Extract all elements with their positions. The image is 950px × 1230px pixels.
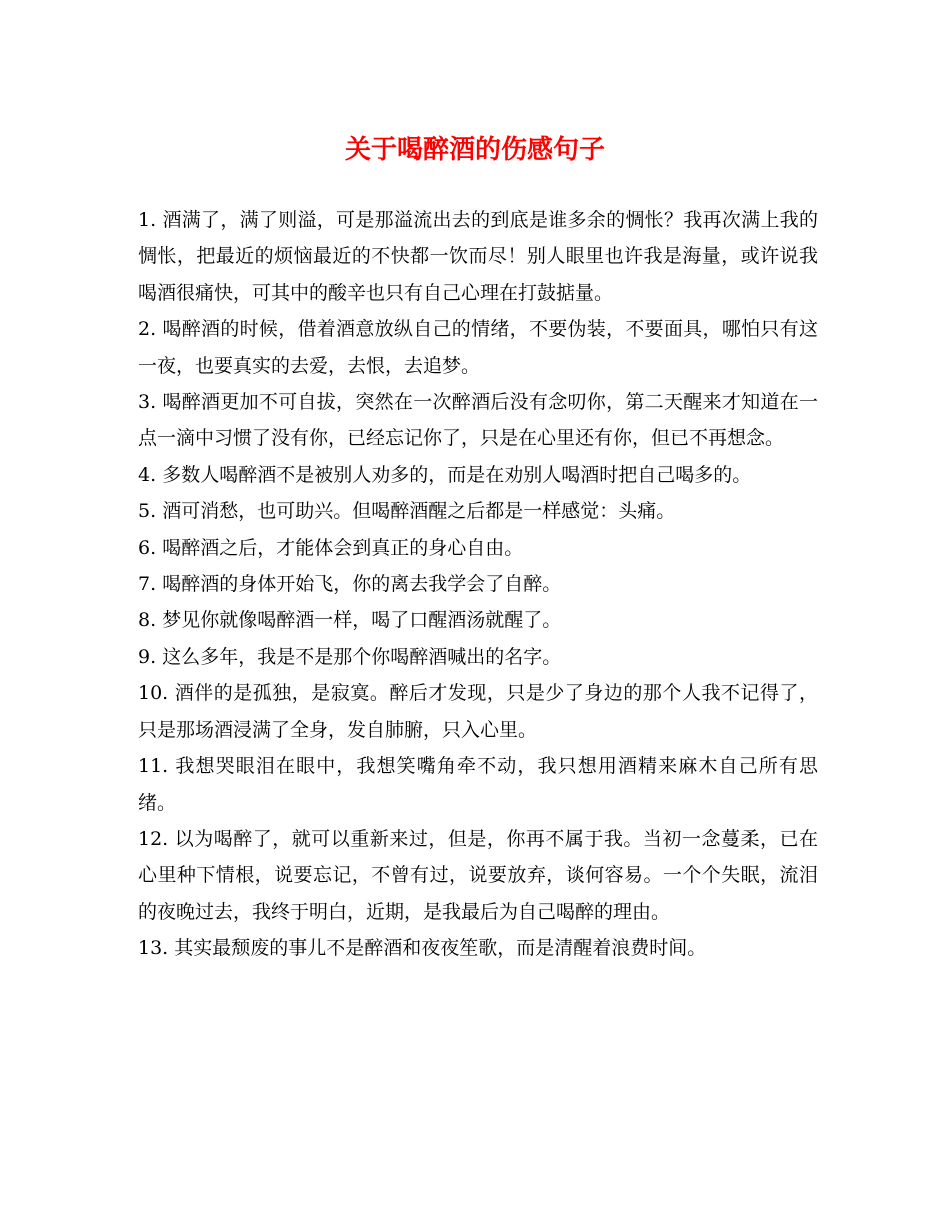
item-text: 酒可消愁，也可助兴。但喝醉酒醒之后都是一样感觉：头痛。: [162, 500, 676, 523]
item-text: 梦见你就像喝醉酒一样，喝了口醒酒汤就醒了。: [162, 609, 562, 632]
item-number: 4.: [138, 463, 157, 486]
list-item: [138, 602, 818, 638]
list-item: [138, 493, 818, 529]
item-number: 8.: [138, 609, 157, 632]
list-item: [138, 821, 818, 930]
item-number: 13.: [138, 937, 169, 960]
item-text: 多数人喝醉酒不是被别人劝多的，而是在劝别人喝酒时把自己喝多的。: [162, 463, 752, 486]
document-body: [138, 202, 818, 967]
list-item: [138, 311, 818, 384]
list-item: [138, 748, 818, 821]
document-title: 关于喝醉酒的伤感句子: [344, 135, 605, 165]
item-number: 5.: [138, 500, 157, 523]
list-item: [138, 675, 818, 748]
item-text: 喝醉酒的身体开始飞，你的离去我学会了自醉。: [162, 573, 562, 596]
item-text: 其实最颓废的事儿不是醉酒和夜夜笙歌，而是清醒着浪费时间。: [174, 937, 707, 960]
list-item: [138, 639, 818, 675]
list-item: [138, 930, 818, 966]
item-text: 喝醉酒的时候，借着酒意放纵自己的情绪，不要伪装，不要面具，哪怕只有这一夜，也要真实的去爱，去恨，去追梦。: [138, 318, 818, 377]
item-text: 这么多年，我是不是那个你喝醉酒喊出的名字。: [162, 645, 562, 668]
item-text: 我想哭眼泪在眼中，我想笑嘴角牵不动，我只想用酒精来麻木自己所有思绪。: [138, 755, 818, 814]
item-number: 7.: [138, 573, 157, 596]
item-text: 酒伴的是孤独，是寂寞。醉后才发现，只是少了身边的那个人我不记得了，只是那场酒浸满了全身，发自肺腑，只入心里。: [138, 682, 818, 741]
item-text: 酒满了，满了则溢，可是那溢流出去的到底是谁多余的惆怅？我再次满上我的惆怅，把最近的烦恼最近的不快都一饮而尽！别人眼里也许我是海量，或许说我喝酒很痛快，可其中的酸辛也只有自己心理在打鼓掂量。: [138, 209, 818, 304]
list-item: [138, 384, 818, 457]
item-text: 喝醉酒更加不可自拔，突然在一次醉酒后没有念叨你，第二天醒来才知道在一点一滴中习惯了没有你，已经忘记你了，只是在心里还有你，但已不再想念。: [138, 391, 818, 450]
item-number: 1.: [138, 209, 157, 231]
list-item: [138, 530, 818, 566]
item-number: 2.: [138, 318, 157, 341]
item-number: 12.: [138, 827, 169, 850]
item-number: 3.: [138, 391, 157, 414]
item-number: 10.: [138, 682, 169, 705]
item-text: 以为喝醉了，就可以重新来过，但是，你再不属于我。当初一念蔓柔，已在心里种下情根，说要忘记，不曾有过，说要放弃，谈何容易。一个个失眠，流泪的夜晚过去，我终于明白，近期，是我最后为自己喝醉的理由。: [138, 827, 818, 923]
item-number: 9.: [138, 645, 157, 668]
item-number: 6.: [138, 536, 157, 559]
list-item: [138, 566, 818, 602]
item-number: 11.: [138, 755, 169, 778]
list-item: [138, 202, 818, 311]
list-item: [138, 457, 818, 493]
item-text: 喝醉酒之后，才能体会到真正的身心自由。: [162, 536, 524, 559]
